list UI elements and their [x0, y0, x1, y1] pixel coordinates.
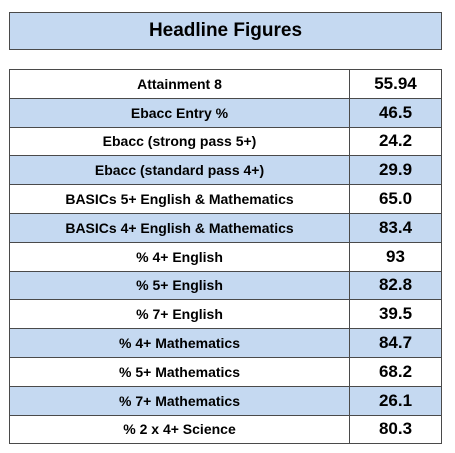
row-value: 80.3 — [350, 415, 442, 444]
table-row — [10, 415, 442, 444]
row-label: % 5+ Mathematics — [10, 357, 350, 386]
row-value: 82.8 — [350, 271, 442, 300]
row-value: 29.9 — [350, 156, 442, 185]
row-label: % 2 x 4+ Science — [10, 415, 350, 444]
table-row — [10, 300, 442, 329]
page-title: Headline Figures — [148, 20, 303, 41]
row-label: Ebacc (strong pass 5+) — [10, 127, 350, 156]
row-label: % 7+ Mathematics — [10, 386, 350, 415]
row-label: BASICs 5+ English & Mathematics — [10, 185, 350, 214]
table-row — [10, 98, 442, 127]
table-row — [10, 386, 442, 415]
row-value: 68.2 — [350, 357, 442, 386]
table-row — [10, 329, 442, 358]
row-value: 26.1 — [350, 386, 442, 415]
table-row — [10, 127, 442, 156]
row-label: % 4+ Mathematics — [10, 329, 350, 358]
row-label: % 5+ English — [10, 271, 350, 300]
table-row — [10, 70, 442, 99]
row-label: BASICs 4+ English & Mathematics — [10, 213, 350, 242]
row-label: Ebacc Entry % — [10, 98, 350, 127]
row-value: 55.94 — [350, 70, 442, 99]
headline-figures-header — [9, 12, 442, 50]
headline-figures-table — [9, 69, 442, 444]
table-row — [10, 156, 442, 185]
row-value: 83.4 — [350, 213, 442, 242]
table-row — [10, 357, 442, 386]
row-label: % 7+ English — [10, 300, 350, 329]
table-row — [10, 242, 442, 271]
row-value: 39.5 — [350, 300, 442, 329]
row-value: 93 — [350, 242, 442, 271]
row-label: % 4+ English — [10, 242, 350, 271]
table-body — [10, 70, 442, 444]
row-value: 65.0 — [350, 185, 442, 214]
row-value: 84.7 — [350, 329, 442, 358]
row-label: Ebacc (standard pass 4+) — [10, 156, 350, 185]
table-row — [10, 213, 442, 242]
row-label: Attainment 8 — [10, 70, 350, 99]
table-row — [10, 185, 442, 214]
table-row — [10, 271, 442, 300]
row-value: 46.5 — [350, 98, 442, 127]
row-value: 24.2 — [350, 127, 442, 156]
